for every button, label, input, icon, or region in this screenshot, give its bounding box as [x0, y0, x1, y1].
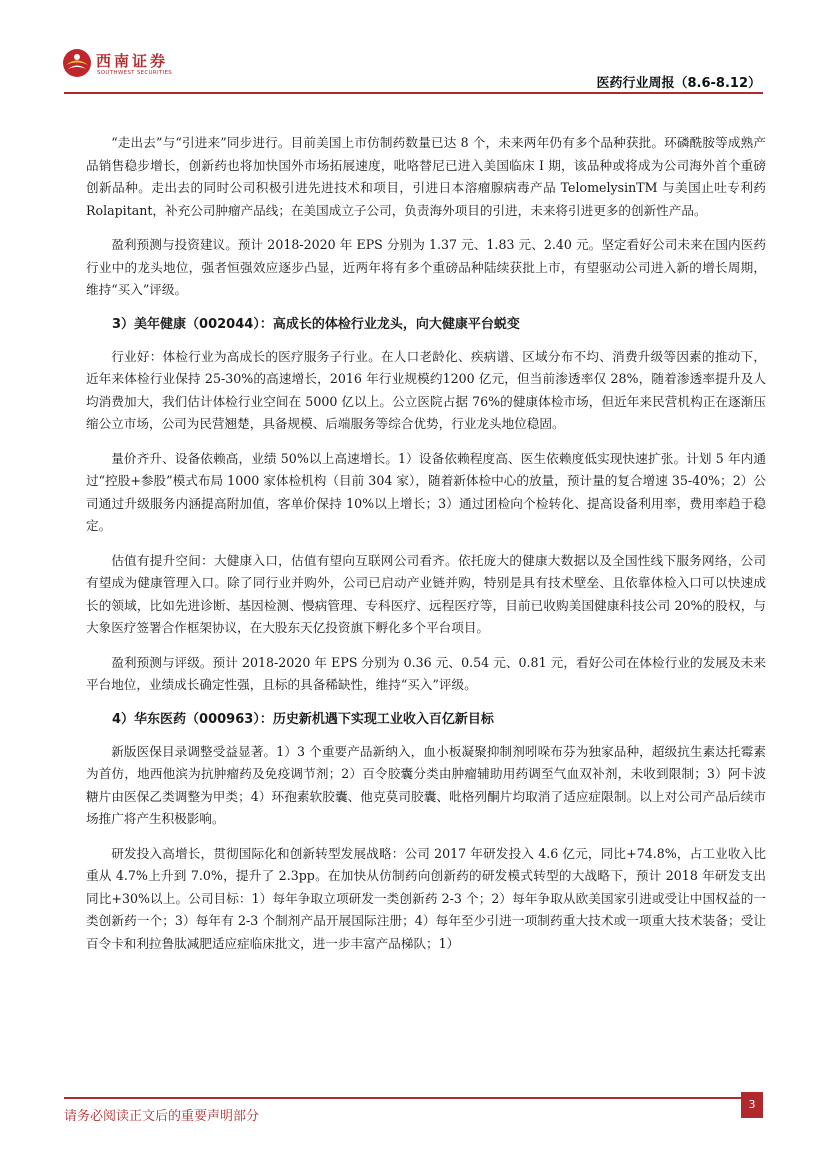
logo-chinese-text: 西南证券	[96, 52, 169, 70]
section-heading: 4）华东医药（000963）：历史新机遇下实现工业收入百亿新目标	[112, 711, 494, 727]
paragraph: 盈利预测与投资建议。预计 2018-2020 年 EPS 分别为 1.37 元、1.83 元、2.40 元。坚定看好公司未来在国内医药行业中的龙头地位，强者恒强效应逐步凸显，近两年将有多个重磅品种陆续获批上市，有望驱动公司进入新的增长周期，维持“买入”评级。	[86, 237, 766, 297]
paragraph: 估值有提升空间：大健康入口，估值有望向互联网公司看齐。依托庞大的健康大数据以及全国性线下服务网络，公司有望成为健康管理入口。除了同行业并购外，公司已启动产业链并购，特别是具有技术壁垒、且依靠体检入口可以快速成长的领域，比如先进诊断、基因检测、慢病管理、专科医疗、远程医疗等，目前已收购美国健康科技公司 20%的股权，与大象医疗签署合作框架协议，在大股东天亿投资旗下孵化多个平台项目。	[86, 552, 766, 635]
disclaimer-note: 请务必阅读正文后的重要声明部分	[64, 1109, 260, 1124]
section-heading: 3）美年健康（002044）：高成长的体检行业龙头，向大健康平台蜕变	[112, 316, 520, 332]
paragraph: 研发投入高增长，贯彻国际化和创新转型发展战略：公司 2017 年研发投入 4.6 亿元，同比+74.8%，占工业收入比重从 4.7%上升到 7.0%，提升了 2.3pp。在加快从仿制药向创新药的研发模式转型的大战略下，预计 2018 年研发支出同比+30%以上。公司目标：1）每年争取立项研发一类创新药 2-3 个；2）每年争取从欧美国家引进或受让中国权益的一类创新药一个；3）每年有 2-3 个制剂产品开展国际注册；4）每年至少引进一项制药重大技术或一项重大技术装备；受让百令卡和利拉鲁肽减肥适应症临床批文，进一步丰富产品梯队；1）	[86, 845, 766, 951]
page-number: 3	[741, 1092, 763, 1118]
logo-mark-icon	[62, 48, 92, 78]
paragraph: 盈利预测与评级。预计 2018-2020 年 EPS 分别为 0.36 元、0.54 元、0.81 元，看好公司在体检行业的发展及未来平台地位，业绩成长确定性强，且标的具备稀缺性，维持“买入”评级。	[86, 654, 766, 692]
logo-english-text: SOUTHWEST SECURITIES	[97, 70, 173, 76]
paragraph: 新版医保目录调整受益显著。1）3 个重要产品新纳入，血小板凝聚抑制剂吲哚布芬为独家品种，超级抗生素达托霉素为首仿，地西他滨为抗肿瘤药及免疫调节剂；2）百令胶囊分类由肿瘤辅助用药调至气血双补剂，未收到限制；3）阿卡波糖片由医保乙类调整为甲类；4）环孢素软胶囊、他克莫司胶囊、吡格列酮片均取消了适应症限制。以上对公司产品后续市场推广将产生积极影响。	[86, 743, 766, 826]
footer-divider	[64, 1097, 763, 1099]
paragraph: 量价齐升、设备依赖高，业绩 50%以上高速增长。1）设备依赖程度高、医生依赖度低实现快速扩张。计划 5 年内通过“控股+参股”模式布局 1000 家体检机构（目前 304 家），随着新体检中心的放量，预计量的复合增速 35-40%；2）公司通过升级服务内涵提高附加值，客单价保持 10%以上增长；3）通过团检向个检转化、提高设备利用率，费用率趋于稳定。	[86, 450, 766, 533]
page-header	[0, 0, 827, 100]
paragraph: “走出去”与“引进来”同步进行。目前美国上市仿制药数量已达 8 个，未来两年仍有多个品种获批。环磷酰胺等成熟产品销售稳步增长，创新药也将加快国外市场拓展速度，吡咯替尼已进入美国临床 I 期，该品种或将成为公司海外首个重磅创新品种。走出去的同时公司积极引进先进技术和项目，引进日本溶瘤腺病毒产品 TelomelysinTM 与美国止吐专利药Rolapitant，补充公司肿瘤产品线；在美国成立子公司，负责海外项目的引进，未来将引进更多的创新性产品。	[86, 135, 766, 218]
paragraph: 行业好：体检行业为高成长的医疗服务子行业。在人口老龄化、疾病谱、区域分布不均、消费升级等因素的推动下，近年来体检行业保持 25-30%的高速增长，2016 年行业规模约1200 亿元，但当前渗透率仅 28%，随着渗透率提升及人均消费加大，我们估计体检行业空间在 5000 亿以上。公立医院占据 76%的健康体检市场，但近年来民营机构正在逐渐压缩公立市场，公司为民营翘楚，具备规模、后端服务等综合优势，行业龙头地位稳固。	[86, 348, 766, 431]
document-body	[86, 132, 766, 967]
company-logo	[62, 48, 180, 84]
header-divider	[64, 92, 763, 94]
report-title: 医药行业周报（8.6-8.12）	[596, 76, 761, 91]
